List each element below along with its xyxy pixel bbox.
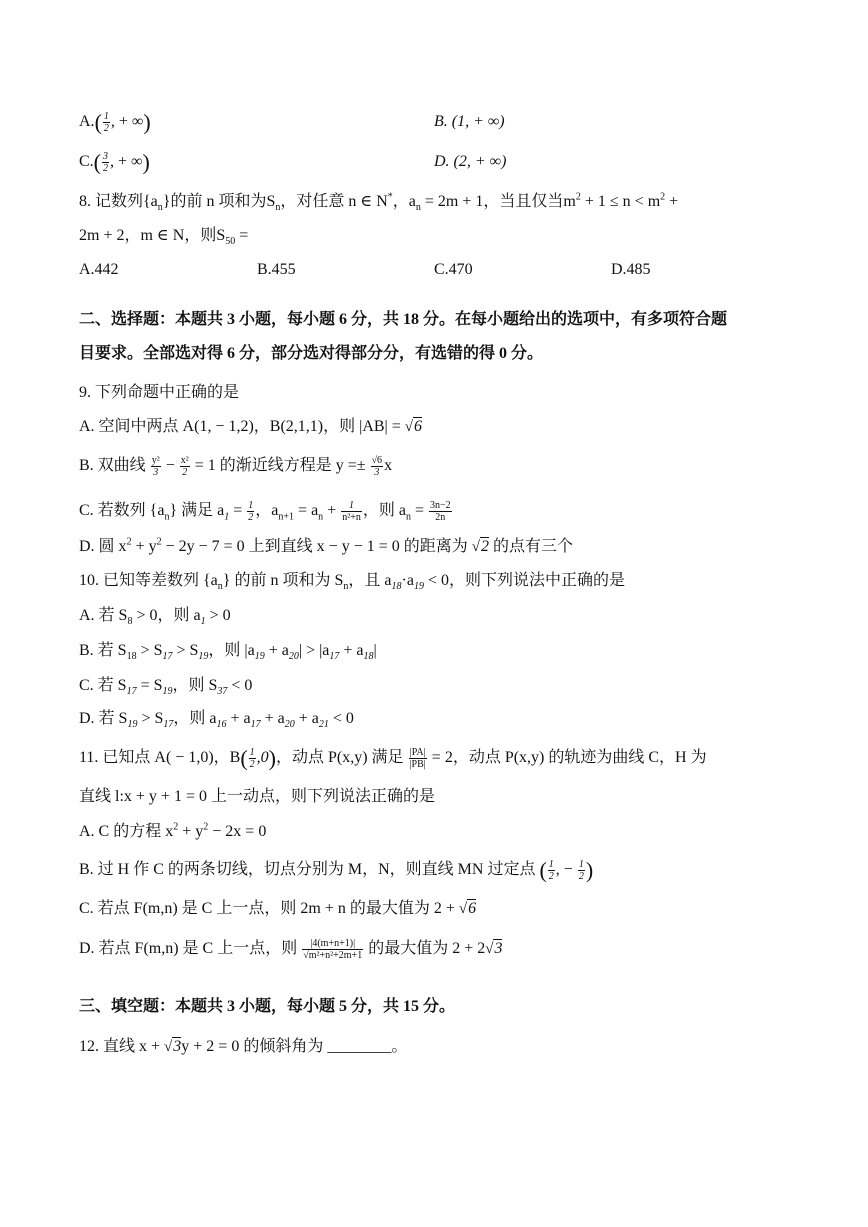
sub: 19: [162, 686, 173, 698]
q11-option-b: [79, 859, 593, 882]
text: − 2y − 7 = 0 上到直线 x − y − 1 = 0 的距离为: [161, 538, 472, 555]
sub: 17: [163, 719, 174, 731]
fraction-num: 1: [578, 859, 584, 870]
fraction-num: 1: [249, 747, 255, 758]
fraction-num: |4(m+n+1)|: [302, 938, 363, 950]
text: ，则 a: [173, 710, 217, 727]
text: + 1 ≤ n < m: [580, 193, 661, 210]
text: 12. 直线 x +: [79, 1038, 165, 1055]
fraction-den: 2: [248, 512, 254, 523]
fraction-den: √m²+n²+2m+1: [303, 950, 363, 961]
text: + a: [260, 710, 285, 727]
q10-option-c: [79, 675, 252, 697]
sub: n: [275, 202, 281, 214]
text: 11. 已知点 A( − 1,0)，B: [79, 749, 241, 767]
q11-stem-line1: [79, 747, 707, 770]
sub: n: [318, 511, 324, 523]
text: B. 过 H 作 C 的两条切线，切点分别为 M，N，则直线 MN 过定点: [79, 861, 540, 879]
text: = 2m + 1，当且仅当m: [420, 193, 576, 210]
sub: 21: [318, 719, 329, 731]
text: > 0，则 a: [132, 607, 201, 624]
sub: n: [164, 511, 170, 523]
sub: 19: [413, 581, 424, 593]
text: ，则 S: [172, 677, 218, 694]
fraction-num: 1: [248, 500, 254, 511]
text: 2m + 2，m ∈ N，则S: [79, 227, 226, 244]
text: 10. 已知等差数列 {a: [79, 572, 218, 589]
sub: 16: [216, 719, 227, 731]
text: = a: [294, 502, 319, 520]
text: C. 若点 F(m,n) 是 C 上一点，则 2m + n 的最大值为 2 +: [79, 900, 459, 917]
sub: 18: [126, 651, 137, 663]
sup: 2: [173, 821, 179, 833]
text: 的最大值为 2 + 2: [364, 940, 486, 958]
text: ，对任意 n ∈ N: [280, 193, 388, 210]
text: > S: [137, 710, 164, 727]
sup: *: [387, 191, 393, 203]
q10-option-b: [79, 640, 377, 662]
text: ，则 |a: [208, 642, 255, 659]
text: ·a: [401, 572, 414, 589]
fraction-num: x²: [180, 455, 189, 466]
text: =: [229, 502, 247, 520]
sqrt-sign: √: [485, 941, 494, 958]
sub: 20: [284, 719, 295, 731]
text: + y: [131, 538, 157, 555]
sub: 1: [200, 616, 206, 628]
q7-option-c: [79, 151, 150, 174]
text: 8. 记数列{a: [79, 193, 158, 210]
sqrt-sign: √: [164, 1039, 173, 1055]
paren-left: (: [240, 745, 248, 771]
q10-option-a: [79, 605, 231, 627]
text: D. 若点 F(m,n) 是 C 上一点，则: [79, 940, 302, 958]
fraction: [548, 859, 555, 882]
text: + y: [178, 823, 204, 840]
option-label: C.: [79, 153, 94, 171]
text: =: [235, 227, 249, 244]
text: > S: [172, 642, 199, 659]
text: D. 圆 x: [79, 538, 127, 555]
option-text: , + ∞: [110, 113, 144, 131]
fraction-den: 2: [103, 123, 109, 134]
sup: 2: [660, 191, 666, 203]
sub: n: [157, 202, 163, 214]
text: } 的前 n 项和为 S: [222, 572, 344, 589]
q9-option-c: [79, 500, 453, 523]
text: > 0: [205, 607, 231, 624]
text: x: [384, 457, 393, 475]
text: > S: [136, 642, 163, 659]
text: , −: [555, 861, 577, 879]
text: ，动点 P(x,y) 满足: [275, 749, 408, 767]
sub: 17: [329, 651, 340, 663]
text: +: [323, 502, 341, 520]
text: − 2x = 0: [208, 823, 267, 840]
paren-right: ): [143, 109, 151, 135]
paren-left: (: [93, 149, 101, 175]
fraction-num: 1: [548, 859, 554, 870]
fraction-den: 2: [548, 871, 554, 882]
paren-right: ): [142, 149, 150, 175]
text: + a: [264, 642, 289, 659]
text: B. 若 S: [79, 642, 127, 659]
sub: 8: [127, 616, 133, 628]
paren-left: (: [94, 109, 102, 135]
fraction: [409, 747, 427, 770]
sub: 17: [250, 719, 261, 731]
text: D. 若 S: [79, 710, 128, 727]
q8-option-c: C.470: [434, 261, 473, 278]
fraction-den: n²+n: [342, 512, 361, 523]
fraction: [247, 500, 254, 523]
option-text: , + ∞: [110, 153, 143, 171]
text: }的前 n 项和为S: [162, 193, 276, 210]
sub: n: [415, 202, 421, 214]
text: 的点有三个: [488, 538, 573, 555]
sub: 19: [198, 651, 209, 663]
paren-left: (: [539, 857, 547, 883]
fraction: [429, 500, 452, 523]
text: + a: [294, 710, 319, 727]
sub: 17: [162, 651, 173, 663]
text: } 满足 a: [169, 502, 225, 520]
text: + a: [339, 642, 364, 659]
fraction: [151, 455, 161, 478]
fraction-den: 2: [103, 163, 108, 174]
sub: n: [343, 581, 349, 593]
sub: n: [405, 511, 411, 523]
fraction-num: |PA|: [409, 747, 426, 758]
text: +: [665, 193, 679, 210]
sqrt-value: 6: [414, 418, 423, 435]
sub: 50: [225, 236, 236, 248]
q9-option-b: [79, 455, 392, 478]
q11-option-a: [79, 821, 266, 843]
fraction-den: 2: [578, 871, 584, 882]
text: B. 双曲线: [79, 457, 150, 475]
fraction-den: 2: [249, 759, 255, 770]
q8-option-a: A.442: [79, 261, 119, 278]
text: = 1 的渐近线方程是 y =±: [190, 457, 370, 475]
fraction-num: 1: [341, 500, 362, 512]
q11-stem-line2: 直线 l:x + y + 1 = 0 上一动点，则下列说法正确的是: [79, 788, 435, 805]
q7-option-b: B. (1, + ∞): [434, 113, 505, 130]
sub: n: [217, 581, 223, 593]
fraction-den: 2n: [435, 512, 446, 523]
q8-option-d: D.485: [611, 261, 651, 278]
fraction-den: |PB|: [409, 759, 426, 770]
fraction-num: 3n−2: [429, 500, 451, 511]
sup: 2: [203, 821, 209, 833]
fraction-den: 3: [153, 467, 159, 478]
fraction: [302, 938, 363, 961]
fraction: [578, 859, 585, 882]
sup: 2: [126, 536, 132, 548]
sub: 19: [254, 651, 265, 663]
sqrt-sign: √: [471, 539, 480, 555]
q11-option-d: [79, 938, 502, 961]
section2-heading-line1: 二、选择题：本题共 3 小题，每小题 6 分，共 18 分。在每小题给出的选项中，有多项符合题: [79, 311, 728, 328]
sup: 2: [156, 536, 162, 548]
fraction-den: 3: [374, 467, 380, 478]
q8-stem-line2: [79, 225, 248, 247]
fraction: [341, 500, 362, 523]
q7-option-a: [79, 111, 151, 134]
q10-stem: [79, 570, 625, 592]
text: < 0: [227, 677, 253, 694]
fraction: [103, 111, 110, 134]
sqrt-value: 2: [480, 538, 489, 555]
paren-right: ): [268, 745, 276, 771]
q7-option-d: D. (2, + ∞): [434, 153, 507, 170]
sub: 17: [126, 686, 137, 698]
sup: 2: [575, 191, 581, 203]
sqrt-sign: √: [458, 901, 468, 917]
fraction-den: 2: [182, 467, 188, 478]
text: C. 若 S: [79, 677, 127, 694]
q11-option-c: [79, 898, 476, 920]
sqrt-sign: √: [404, 419, 414, 435]
q10-option-d: [79, 708, 354, 730]
q12-stem: [79, 1036, 407, 1058]
fraction: [180, 455, 190, 478]
q8-stem-line1: [79, 191, 678, 213]
fraction: [371, 455, 384, 478]
q9-option-d: [79, 536, 573, 558]
fraction-num: √6: [371, 455, 383, 466]
text: = S: [136, 677, 163, 694]
sub: 20: [288, 651, 299, 663]
q9-option-a: [79, 416, 422, 438]
text: ，a: [255, 502, 279, 520]
text: < 0，则下列说法中正确的是: [423, 572, 625, 589]
sub: 37: [217, 686, 228, 698]
text: =: [410, 502, 428, 520]
sub: n+1: [278, 511, 295, 523]
text: ，且 a: [348, 572, 392, 589]
fraction: [102, 151, 109, 174]
text: A. 若 S: [79, 607, 128, 624]
text: C. 若数列 {a: [79, 502, 165, 520]
text: + a: [226, 710, 251, 727]
text: A. 空间中两点 A(1, − 1,2)，B(2,1,1)，则 |AB| =: [79, 418, 405, 435]
text: A. C 的方程 x: [79, 823, 174, 840]
section3-heading: 三、填空题：本题共 3 小题，每小题 5 分，共 15 分。: [79, 998, 456, 1015]
sub: 18: [391, 581, 402, 593]
sub: 19: [127, 719, 138, 731]
text: y + 2 = 0 的倾斜角为 ________。: [181, 1038, 408, 1055]
text: < 0: [328, 710, 354, 727]
sqrt-value: 3: [173, 1038, 182, 1055]
text: ，则 a: [362, 502, 406, 520]
text: ,0: [256, 749, 269, 767]
fraction-num: 1: [103, 111, 109, 122]
sub: 18: [363, 651, 374, 663]
sqrt-value: 6: [468, 900, 477, 917]
fraction-num: 3: [103, 151, 108, 162]
text: |: [373, 642, 377, 659]
sub: 1: [224, 511, 230, 523]
text: = 2，动点 P(x,y) 的轨迹为曲线 C，H 为: [427, 749, 707, 767]
section2-heading-line2: 目要求。全部选对得 6 分，部分选对得部分分，有选错的得 0 分。: [79, 345, 544, 362]
sqrt-value: 3: [494, 940, 503, 958]
q8-option-b: B.455: [257, 261, 296, 278]
text: −: [161, 457, 179, 475]
paren-right: ): [585, 857, 594, 883]
fraction-num: y²: [151, 455, 160, 466]
fraction: [249, 747, 256, 770]
text: ，a: [392, 193, 416, 210]
q9-stem: 9. 下列命题中正确的是: [79, 384, 240, 401]
text: | > |a: [298, 642, 330, 659]
option-label: A.: [79, 113, 95, 131]
